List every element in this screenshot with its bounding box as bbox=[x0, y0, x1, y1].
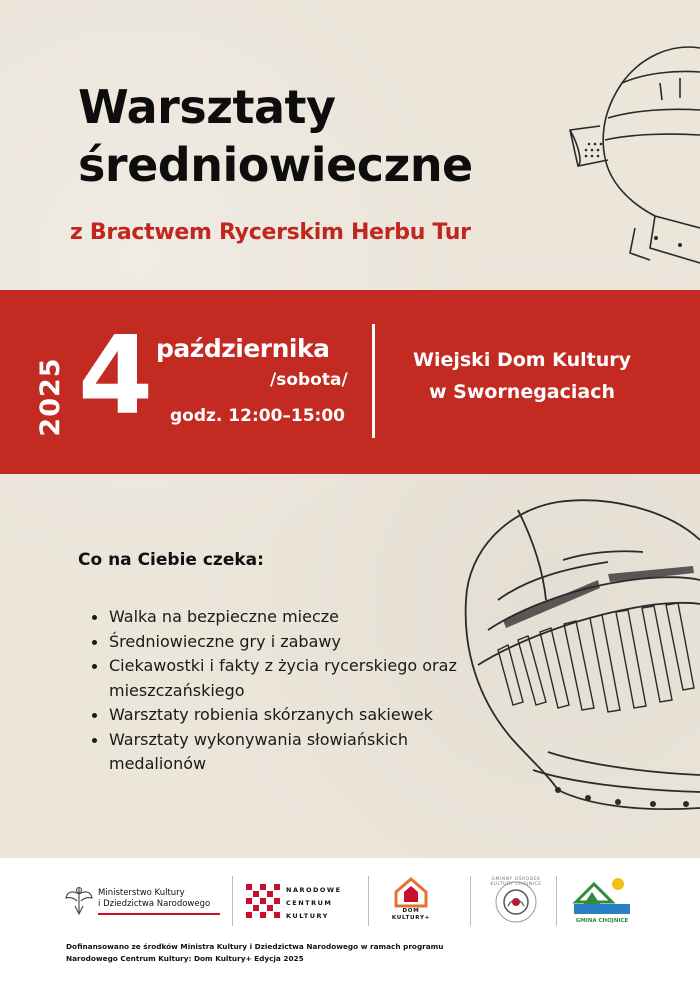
list-item: Średniowieczne gry i zabawy bbox=[92, 630, 492, 655]
house-icon bbox=[394, 876, 428, 908]
funding-line2: Narodowego Centrum Kultury: Dom Kultury+ Edycja 2025 bbox=[66, 954, 304, 963]
list-item: Warsztaty wykonywania słowiańskich medalionów bbox=[92, 728, 492, 777]
ministry-line1: Ministerstwo Kultury bbox=[98, 888, 185, 898]
gok-logo-text: GMINNY OŚRODEK KULTURY CHOJNICE bbox=[490, 877, 542, 887]
list-item: Ciekawostki i fakty z życia rycerskiego oraz mieszczańskiego bbox=[92, 654, 492, 703]
funding-line1: Dofinansowano ze środków Ministra Kultury i Dziedzictwa Narodowego w ramach programu bbox=[66, 942, 444, 951]
program-heading: Co na Ciebie czeka: bbox=[78, 550, 264, 570]
ncc-line2: CENTRUM bbox=[286, 899, 333, 907]
event-title bbox=[78, 78, 598, 194]
venue-line1: Wiejski Dom Kultury bbox=[413, 349, 631, 371]
ministry-logo-underline bbox=[98, 913, 220, 915]
ministry-logo bbox=[98, 888, 228, 910]
knight-helmet-large-illustration bbox=[458, 490, 700, 830]
gmina-logo-text: GMINA CHOJNICE bbox=[575, 918, 629, 924]
ncc-line3: KULTURY bbox=[286, 912, 329, 920]
dom-kultury-logo-text bbox=[388, 908, 434, 922]
ncc-logo-text bbox=[286, 884, 356, 923]
logo-separator bbox=[232, 876, 233, 926]
logo-separator bbox=[470, 876, 471, 926]
ncc-logo-icon bbox=[246, 884, 280, 922]
event-hours: godz. 12:00–15:00 bbox=[170, 406, 346, 426]
event-day: 4 bbox=[78, 314, 154, 439]
ncc-line1: NARODOWE bbox=[286, 886, 342, 894]
event-month: października bbox=[156, 334, 330, 363]
event-title-line2: średniowieczne bbox=[78, 138, 473, 192]
funding-note bbox=[66, 941, 546, 965]
gmina-chojnice-logo-icon bbox=[572, 874, 632, 918]
event-venue bbox=[392, 344, 652, 408]
event-weekday: /sobota/ bbox=[270, 370, 348, 390]
dk-line2: KULTURY+ bbox=[391, 915, 431, 921]
venue-line2: w Swornegaciach bbox=[428, 381, 616, 403]
list-item: Warsztaty robienia skórzanych sakiewek bbox=[92, 703, 492, 728]
polish-eagle-icon bbox=[64, 884, 94, 918]
logo-separator bbox=[368, 876, 369, 926]
event-year: 2025 bbox=[35, 357, 66, 437]
ministry-line2: i Dziedzictwa Narodowego bbox=[98, 899, 211, 909]
dk-line1: DOM bbox=[402, 908, 420, 914]
banner-divider bbox=[372, 324, 375, 438]
event-subtitle: z Bractwem Rycerskim Herbu Tur bbox=[70, 220, 471, 245]
logo-separator bbox=[556, 876, 557, 926]
list-item: Walka na bezpieczne miecze bbox=[92, 605, 492, 630]
event-title-line1: Warsztaty bbox=[78, 80, 336, 134]
program-list bbox=[92, 605, 492, 777]
